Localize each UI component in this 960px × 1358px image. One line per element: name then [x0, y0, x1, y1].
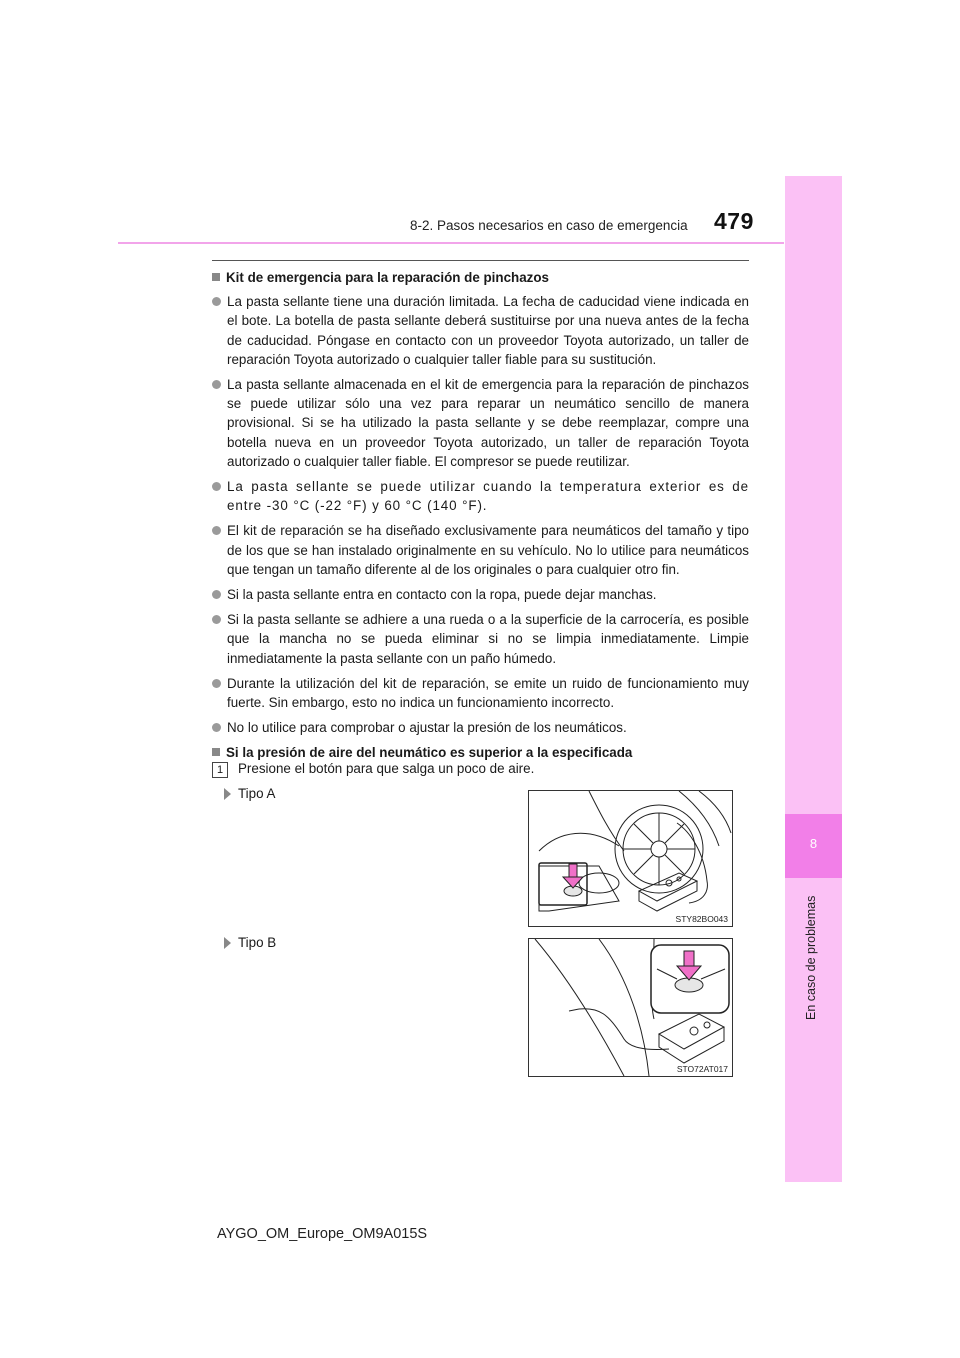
list-item: La pasta sellante se puede utilizar cuando la temperatura exterior es de entre -30 °C (-22 °F) y 60 °C (140 °F). [212, 477, 749, 515]
footer-doc-code: AYGO_OM_Europe_OM9A015S [217, 1226, 428, 1242]
tire-compressor-a-illustration [529, 791, 732, 926]
figure-type-b [528, 938, 733, 1077]
figure-type-a [528, 790, 733, 927]
chapter-title-vertical [766, 895, 862, 1020]
header-section-title: 8-2. Pasos necesarios en caso de emergencia [410, 218, 688, 233]
chapter-title: En caso de problemas [804, 895, 818, 1020]
tire-compressor-b-illustration [529, 939, 732, 1076]
type-a-label: Tipo A [224, 786, 275, 801]
list-item: No lo utilice para comprobar o ajustar la presión de los neumáticos. [212, 718, 749, 737]
triangle-bullet-icon [224, 788, 231, 800]
chapter-number: 8 [809, 836, 818, 851]
dot-bullet-icon [212, 297, 221, 306]
list-item: Si la pasta sellante se adhiere a una rueda o a la superficie de la carrocería, es posible que la mancha no se pueda eliminar si no se limpia inmediatamente. Limpie inmediatamente la pasta sellante con un paño húmedo. [212, 610, 749, 668]
section-heading: Si la presión de aire del neumático es superior a la especificada [212, 743, 749, 762]
step-number-box: 1 [212, 762, 228, 778]
list-item: Si la pasta sellante entra en contacto con la ropa, puede dejar manchas. [212, 585, 749, 604]
dot-bullet-icon [212, 723, 221, 732]
list-item: La pasta sellante tiene una duración limitada. La fecha de caducidad viene indicada en el bote. La botella de pasta sellante deberá sustituirse por una nueva antes de la fecha de caducidad. Póngase en contacto con un proveedor Toyota autorizado, un taller de reparación Toyota autorizado o cualquier taller fiable para su sustitución. [212, 292, 749, 369]
dot-bullet-icon [212, 526, 221, 535]
page-number: 479 [714, 208, 754, 234]
section-heading: Kit de emergencia para la reparación de pinchazos [212, 268, 749, 287]
figure-code: STO72AT017 [676, 1064, 728, 1074]
list-item: Durante la utilización del kit de reparación, se emite un ruido de funcionamiento muy fuerte. Sin embargo, esto no indica un funcionamiento incorrecto. [212, 674, 749, 712]
step-text: Presione el botón para que salga un poco de aire. [238, 761, 535, 776]
type-b-label: Tipo B [224, 935, 276, 950]
list-item: La pasta sellante almacenada en el kit de emergencia para la reparación de pinchazos se puede utilizar sólo una vez para reparar un neumático sencillo de manera provisional. Si se ha utilizado la pasta sellante y se debe reemplazar, compre una botella nueva en un proveedor Toyota autorizado, un taller de reparación Toyota autorizado o cualquier taller fiable. El compresor se puede reutilizar. [212, 375, 749, 471]
dot-bullet-icon [212, 615, 221, 624]
dot-bullet-icon [212, 482, 221, 491]
dot-bullet-icon [212, 380, 221, 389]
dot-bullet-icon [212, 590, 221, 599]
main-content [212, 268, 749, 768]
dot-bullet-icon [212, 679, 221, 688]
list-item: El kit de reparación se ha diseñado exclusivamente para neumáticos del tamaño y tipo de los que se han instalado originalmente en su vehículo. No lo utilice para neumáticos que tengan un tamaño diferente al de los originales o para cualquier otro fin. [212, 521, 749, 579]
triangle-bullet-icon [224, 937, 231, 949]
step-1 [212, 761, 534, 778]
header-rule [118, 242, 784, 244]
figure-code: STY82BO043 [675, 914, 728, 924]
square-bullet-icon [212, 273, 220, 281]
content-top-rule [212, 260, 749, 261]
chapter-side-tab [785, 176, 842, 1182]
square-bullet-icon [212, 748, 220, 756]
